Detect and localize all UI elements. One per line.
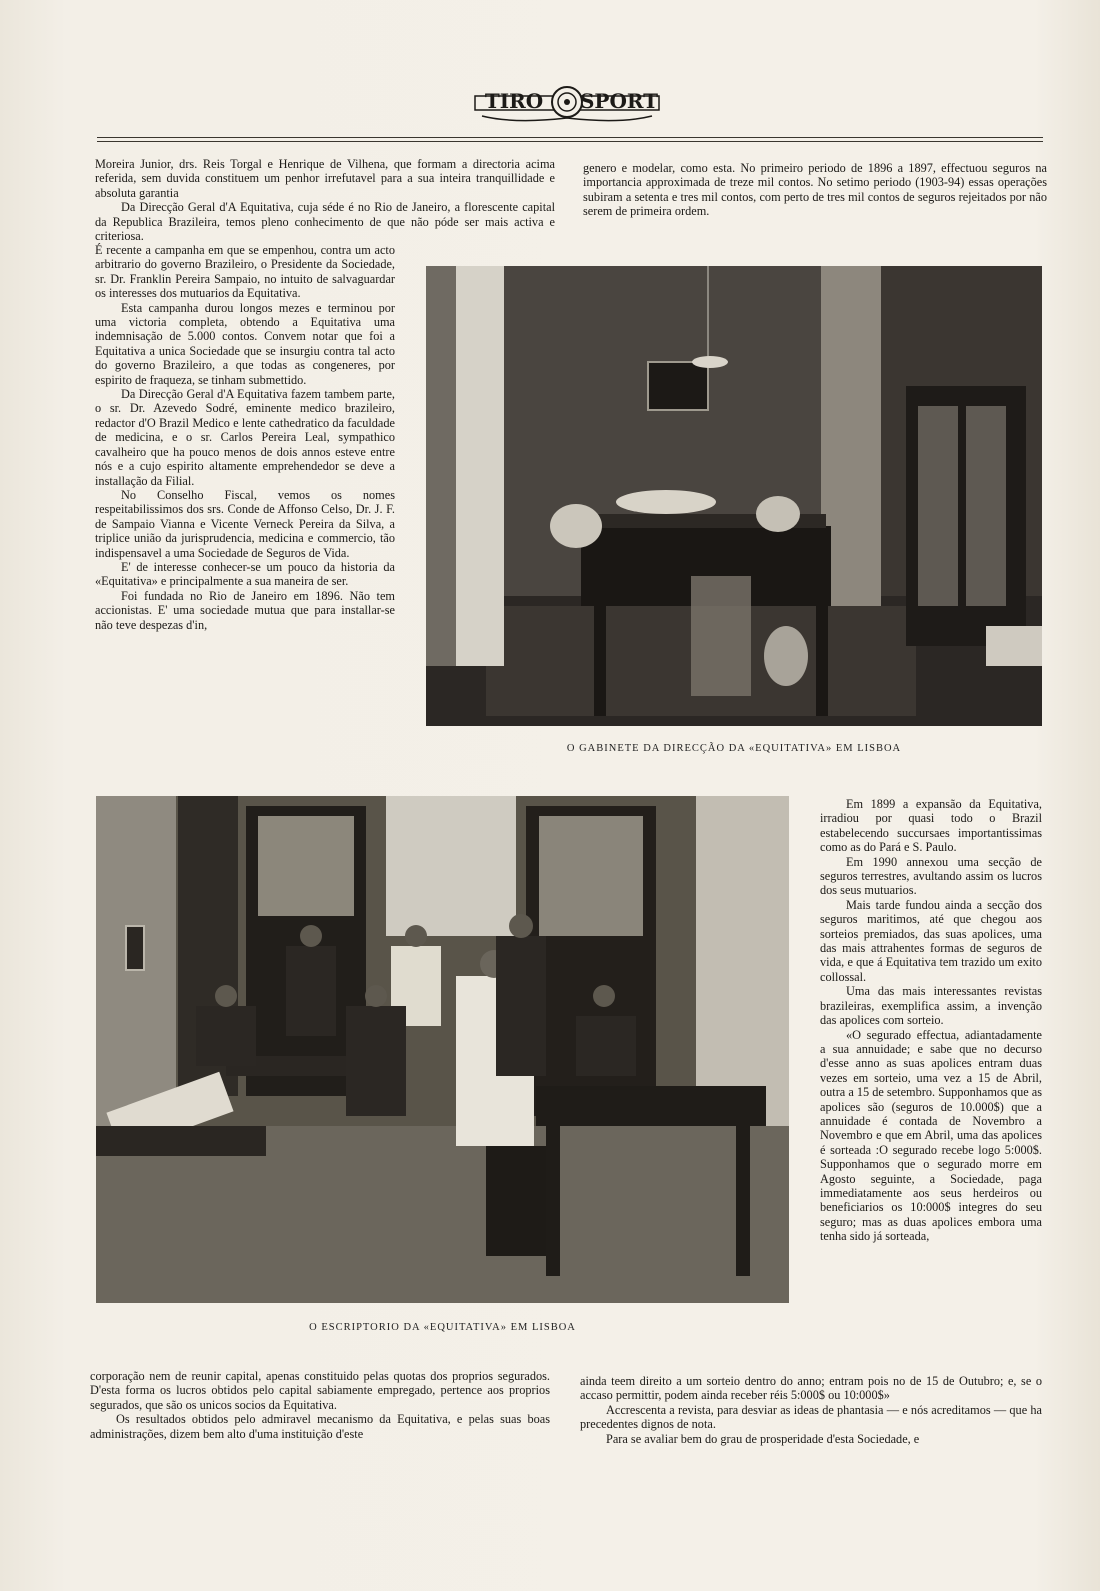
caption-office: O ESCRIPTORIO DA «EQUITATIVA» EM LISBOA (309, 1322, 576, 1333)
svg-text:SPORT: SPORT (579, 89, 659, 113)
paragraph: Os resultados obtidos pelo admiravel mecanismo da Equitativa, e pelas suas boas administrações, dizem bem alto d'uma instituição d'este (90, 1412, 550, 1441)
paragraph: genero e modelar, como esta. No primeiro periodo de 1896 a 1897, effectuou seguros na importancia approximada de treze mil contos. No setimo periodo (1903-94) essas operações subiram a setenta e tres mil contos, com perto de tres mil contos de seguros rejeitados por não serem de primeira ordem. (583, 161, 1047, 219)
paragraph: «O segurado effectua, adiantadamente a sua annuidade; e sabe que no decurso d'esse anno as suas apolices entram duas vezes em sorteio, uma vez a 15 de Abril, outra a 15 de setembro. Supponhamos que as apolices são (seguros de 10.000$) que a annuidade é contada de Novembro a Novembro e que em Abril, uma das apolices é sorteada :O segurado recebe logo 5:000$. Supponhamos que o segurado morre em Agosto seguinte, a Sociedade, paga immediatamente aos seus herdeiros ou beneficiarios os 10:000$ integres do seu seguro; mas as duas apolices embora uma tenha sido já sorteada, (820, 1027, 1042, 1244)
photo-director-office-image (426, 266, 1042, 726)
paragraph: Uma das mais interessantes revistas brazileiras, exemplifica assim, a invenção das apolices com sorteio. (820, 984, 1042, 1028)
paragraph: E' de interesse conhecer-se um pouco da historia da «Equitativa» e principalmente a sua maneira de ser. (95, 559, 395, 589)
masthead-logo (474, 80, 660, 126)
header-rule (97, 141, 1043, 142)
paragraph: Da Direcção Geral d'A Equitativa fazem tambem parte, o sr. Dr. Azevedo Sodré, eminente medico brazileiro, redactor d'O Brazil Medico e lente cathedratico da faculdade de medicina, e o sr. Carlos Pereira Leal, sympathico cavalheiro que ha pouco menos de dois annos esteve entre nós e a cujo espirito altamente emprehendedor se deve a installação da Filial. (95, 387, 395, 488)
header-rule (97, 137, 1043, 138)
column-bottom-right (580, 1374, 1042, 1446)
paragraph: Em 1899 a expansão da Equitativa, irradiou por quasi todo o Brazil estabelecendo succursaes importantissimas como as do Pará e S. Paulo. (820, 797, 1042, 855)
photo-office (96, 796, 789, 1303)
paragraph: É recente a campanha em que se empenhou, contra um acto arbitrario do governo Brazileiro, o Presidente da Sociedade, sr. Dr. Franklin Pereira Sampaio, no intuito de salvaguardar os interesses dos mutuarios da Equitativa. (95, 243, 395, 301)
photo-office-image (96, 796, 789, 1303)
column-bottom-left (90, 1369, 550, 1441)
photo-director-office (426, 266, 1042, 726)
paragraph: Para se avaliar bem do grau de prosperidade d'esta Sociedade, e (606, 1431, 920, 1446)
paragraph: Foi fundada no Rio de Janeiro em 1896. Não tem accionistas. E' uma sociedade mutua que para installar-se não teve despezas d'in, (95, 588, 395, 632)
column-mid-right (820, 797, 1042, 1244)
paragraph: Da Direcção Geral d'A Equitativa, cuja séde é no Rio de Janeiro, a florescente capital da Republica Brazileira, temos pleno conhecimento de que não póde ser mais activa e criteriosa. (95, 200, 555, 244)
paragraph: ainda teem direito a um sorteio dentro do anno; entram pois no de 15 de Outubro; e, se o accaso permittir, podem ainda receber réis 5:000$ ou 10:000$» (580, 1374, 1042, 1403)
paragraph: Em 1990 annexou uma secção de seguros terrestres, avultando assim os lucros dos seus mutuarios. (820, 854, 1042, 898)
paragraph: Mais tarde fundou ainda a secção dos seguros maritimos, até que chegou aos sorteios premiados, das suas apolices, uma das mais attrahentes formas de seguros de vida, e que á Equitativa tem trazido um exito collossal. (820, 897, 1042, 984)
caption-director-office: O GABINETE DA DIRECÇÃO DA «EQUITATIVA» EM LISBOA (566, 743, 902, 754)
column-top-left (95, 157, 555, 243)
paragraph: Esta campanha durou longos mezes e terminou por uma victoria completa, obtendo a Equitativa uma indemnisação de 5.000 contos. Convem notar que foi a Equitativa a unica Sociedade que se insurgiu contra tal acto do governo Brazileiro, a que todas as congeneres, por espirito de fraqueza, se tinham submettido. (95, 300, 395, 387)
paragraph: Moreira Junior, drs. Reis Torgal e Henrique de Vilhena, que formam a directoria acima referida, sem duvida constituem um penhor irrefutavel para a sua inteira tranquillidade e absoluta garantia (95, 157, 555, 200)
column-top-right (583, 161, 1047, 219)
paragraph: corporação nem de reunir capital, apenas constituido pelas quotas dos proprios segurados. D'esta forma os lucros obtidos pelo capital sabiamente empregado, pertence aos proprios segurados, que são os unicos socios da Equitativa. (90, 1369, 550, 1412)
paragraph: No Conselho Fiscal, vemos os nomes respeitabilissimos dos srs. Conde de Affonso Celso, Dr. J. F. de Sampaio Vianna e Vicente Verneck Pereira da Silva, a triplice união da jurisprudencia, medicina e commercio, tão indispensavel a uma Sociedade de Seguros de Vida. (95, 487, 395, 560)
svg-text:TIRO: TIRO (484, 89, 544, 113)
column-left-narrow (95, 243, 395, 632)
paragraph: Accrescenta a revista, para desviar as ideas de phantasia — e nós acreditamos — que ha precedentes dignos de nota. (580, 1402, 1042, 1432)
